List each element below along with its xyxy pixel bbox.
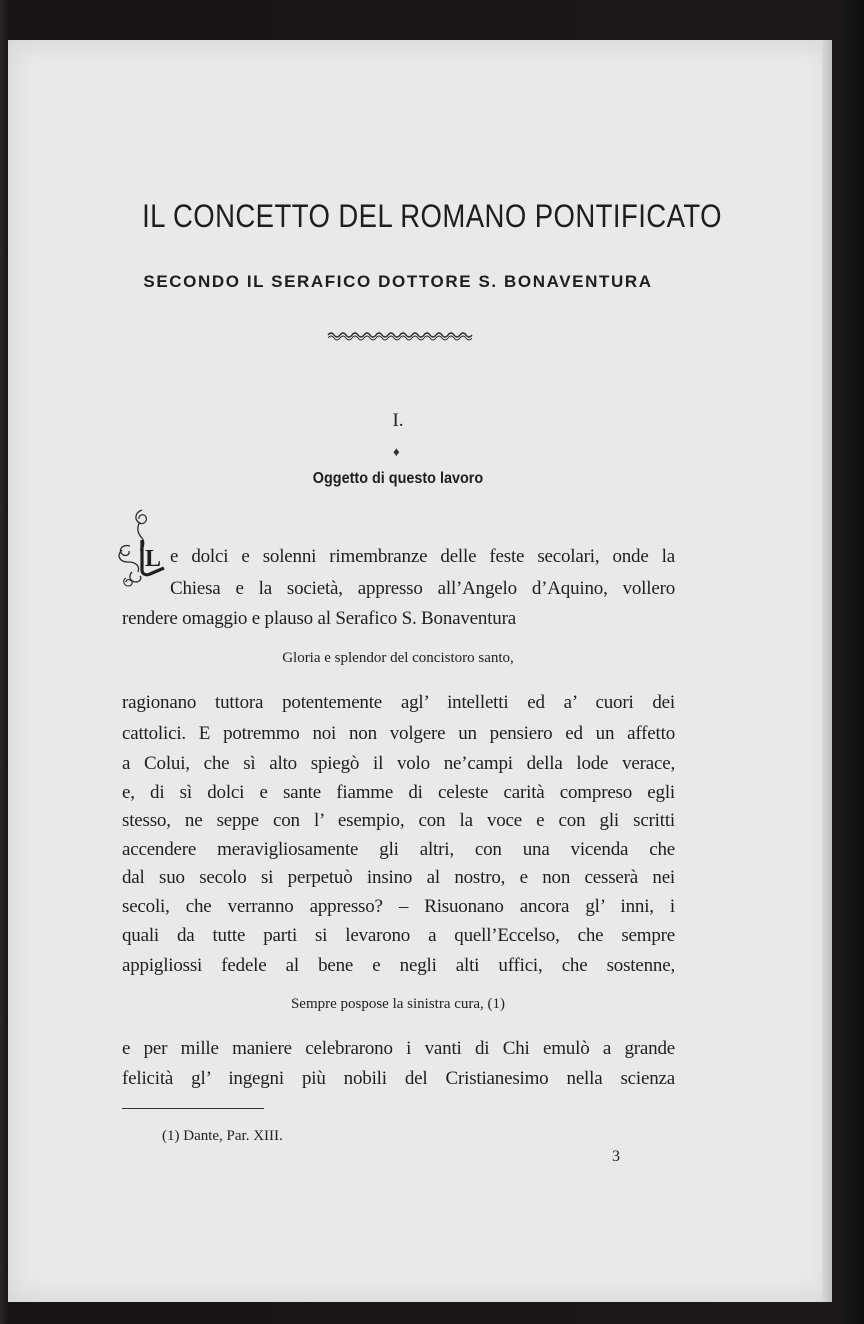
body-line: secoli, che verranno appresso? – Risuonano ancora gl’ inni, i [122,896,675,917]
body-line: e, di sì dolci e sante fiamme di celeste carità compreso egli [122,782,675,803]
footnote: (1) Dante, Par. XIII. [162,1128,283,1144]
body-line: Chiesa e la società, appresso all’Angelo d’Aquino, vollero [170,578,675,599]
body-line: stesso, ne seppe con l’ esempio, con la voce e con gli scritti [122,810,675,831]
page-title: IL CONCETTO DEL ROMANO PONTIFICATO [142,198,722,234]
body-line: accendere meravigliosamente gli altri, con una vicenda che [122,839,675,860]
body-line: dal suo secolo si perpetuò insino al nostro, e non cesserà nei [122,867,675,888]
page-edge [822,40,832,1302]
ornamental-rule [326,328,474,342]
body-line: appigliossi fedele al bene e negli alti uffici, che sostenne, [122,955,675,976]
page-subtitle: SECONDO IL SERAFICO DOTTORE S. BONAVENTURA [143,272,653,291]
body-line: rendere omaggio e plauso al Serafico S. Bonaventura [122,608,516,629]
verse-quote: Sempre pospose la sinistra cura, (1) [290,996,506,1012]
svg-text:L: L [145,546,162,572]
section-number: I. [392,410,404,431]
verse-quote: Gloria e splendor del concistoro santo, [282,650,514,666]
footnote-divider [122,1108,264,1109]
ink-mark: ♦ [393,444,400,459]
ornate-initial [112,506,168,592]
body-line: e dolci e solenni rimembranze delle feste secolari, onde la [170,546,675,567]
body-line: e per mille maniere celebrarono i vanti di Chi emulò a grande [122,1038,675,1059]
body-line: cattolici. E potremmo noi non volgere un pensiero ed un affetto [122,723,675,744]
page-number: 3 [612,1148,620,1165]
body-line: a Colui, che sì alto spiegò il volo ne’campi della lode verace, [122,753,675,774]
body-line: ragionano tuttora potentemente agl’ intelletti ed a’ cuori dei [122,692,675,713]
body-line: quali da tutte parti si levarono a quell’Eccelso, che sempre [122,925,675,946]
section-title: Oggetto di questo lavoro [312,470,484,487]
body-line: felicità gl’ ingegni più nobili del Cristianesimo nella scienza [122,1068,675,1089]
